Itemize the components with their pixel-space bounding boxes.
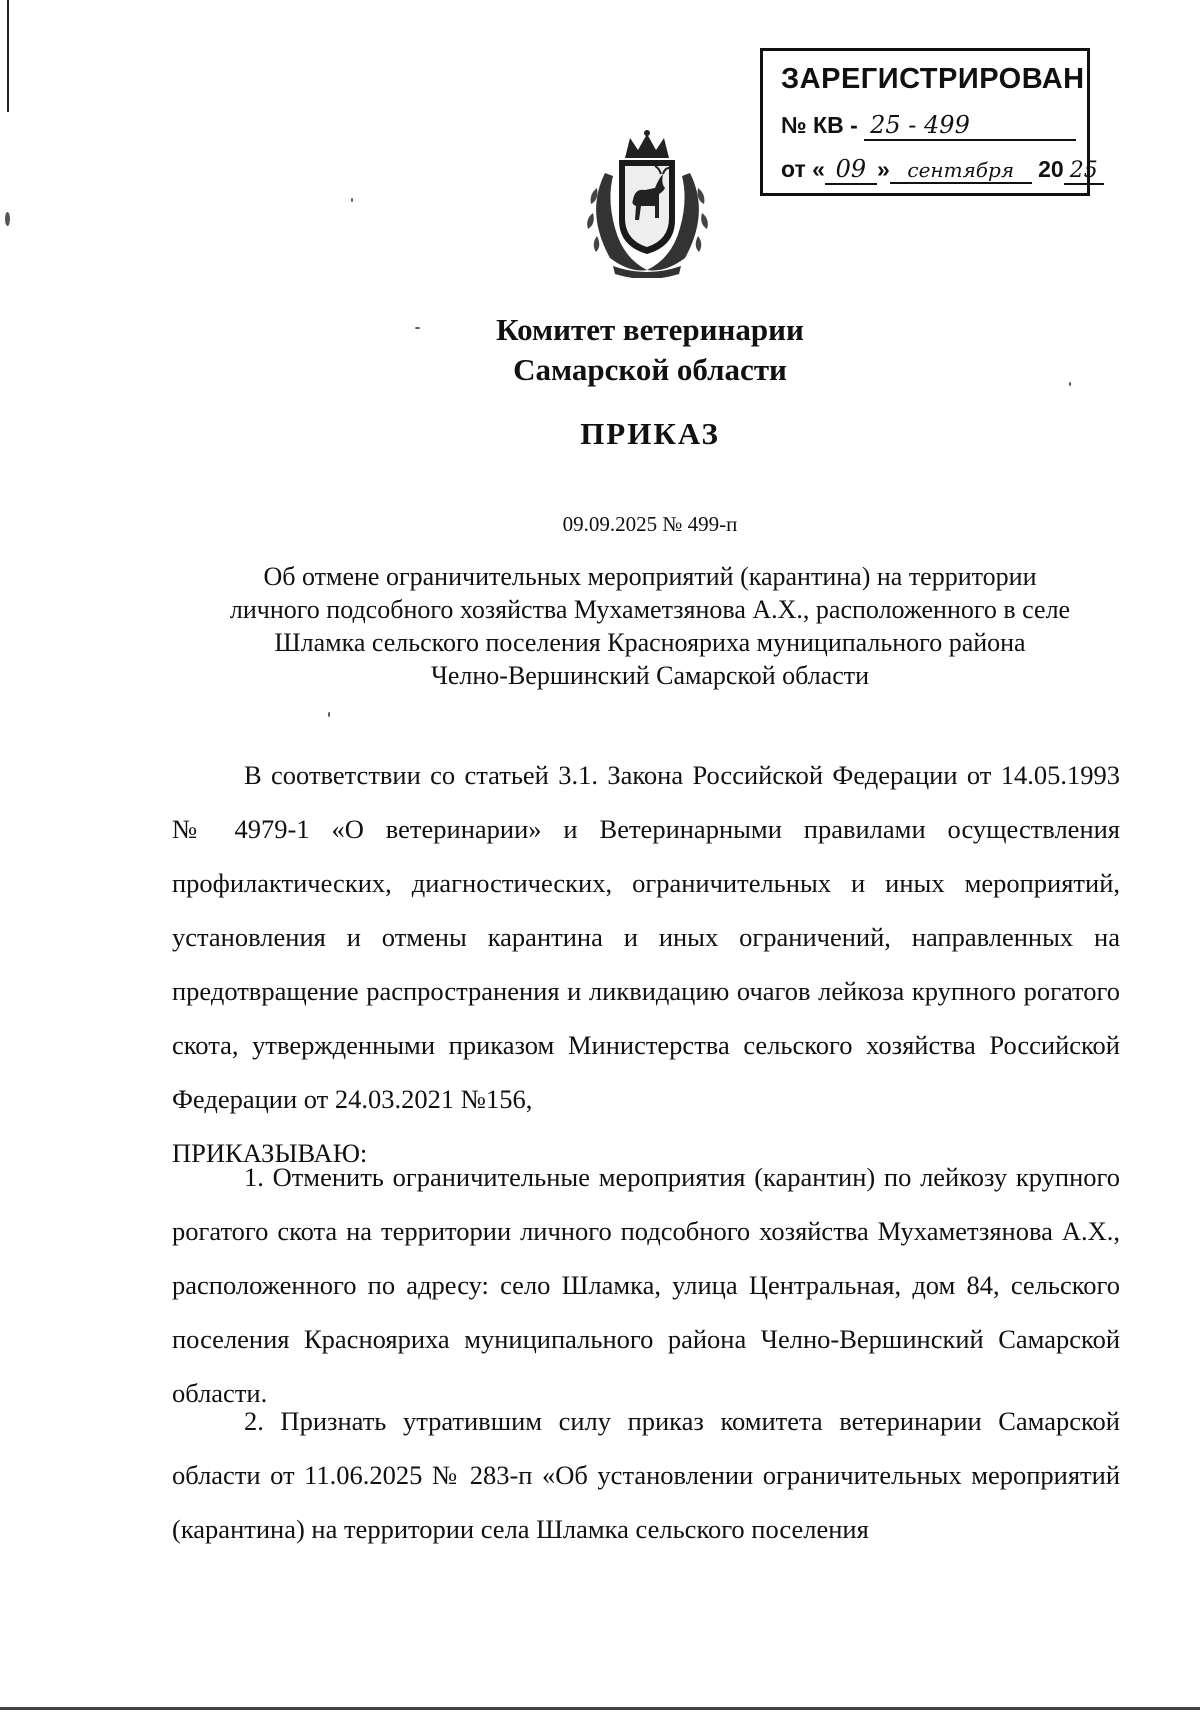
stamp-date-month: сентября bbox=[890, 158, 1032, 184]
stamp-number-label: № КВ - bbox=[781, 112, 858, 138]
scan-speck bbox=[351, 198, 353, 202]
decree-word: ПРИКАЗЫВАЮ: bbox=[172, 1138, 368, 1168]
stamp-title: ЗАРЕГИСТРИРОВАН bbox=[781, 63, 1085, 95]
samara-coat-of-arms-icon bbox=[575, 128, 720, 278]
issuer-line-1: Комитет ветеринарии bbox=[496, 312, 804, 347]
item-2-paragraph: 2. Признать утратившим силу приказ комитета ветеринарии Самарской области от 11.06.2025 № 283-п «Об установлении ограничительных мероприятий (карантина) на территории села Шламка сельского поселения bbox=[172, 1406, 1120, 1544]
subject-line-1: Об отмене ограничительных мероприятий (карантина) на территории bbox=[263, 562, 1037, 591]
issuer-name bbox=[150, 310, 1150, 390]
preamble-block bbox=[172, 748, 1120, 1180]
order-subject bbox=[150, 560, 1150, 692]
stamp-number-value: 25 - 499 bbox=[864, 111, 1076, 141]
stamp-date-day: 09 bbox=[825, 155, 877, 185]
stamp-date-century: 20 bbox=[1038, 156, 1064, 182]
stamp-date-row bbox=[781, 155, 1104, 185]
subject-line-4: Челно-Вершинский Самарской области bbox=[430, 661, 870, 690]
item-1-paragraph: 1. Отменить ограничительные мероприятия (карантин) по лейкозу крупного рогатого скота на территории личного подсобного хозяйства Мухаметзянова А.Х., расположенного по адресу: село Шламка, улица Центральная, дом 84, сельского поселения Краснояриха муниципального района Челно-Вершинский Самарской области. bbox=[172, 1162, 1120, 1408]
subject-line-2: личного подсобного хозяйства Мухаметзянова А.Х., расположенного в селе bbox=[229, 595, 1071, 624]
stamp-date-prefix: от « bbox=[781, 156, 825, 182]
preamble-paragraph: В соответствии со статьей 3.1. Закона Российской Федерации от 14.05.1993 № 4979-1 «О ветеринарии» и Ветеринарными правилами осуществления профилактических, диагностических, ограничительных и иных мероприятий, установления и отмены карантина и иных ограничений, направленных на предотвращение распространения и ликвидацию очагов лейкоза крупного рогатого скота, утвержденными приказом Министерства сельского хозяйства Российской Федерации от 24.03.2021 №156, bbox=[172, 760, 1120, 1114]
stamp-date-mid: » bbox=[876, 156, 890, 182]
scan-speck bbox=[5, 212, 10, 226]
scan-bottom-edge bbox=[0, 1707, 1200, 1710]
document-type: ПРИКАЗ bbox=[580, 416, 720, 451]
subject-line-3: Шламка сельского поселения Краснояриха муниципального района bbox=[274, 628, 1026, 657]
order-number: 09.09.2025 № 499-п bbox=[562, 512, 738, 536]
scan-edge-line bbox=[7, 0, 9, 112]
scan-speck bbox=[328, 712, 330, 717]
issuer-line-2: Самарской области bbox=[513, 352, 787, 387]
stamp-date-year: 25 bbox=[1064, 158, 1104, 185]
registration-stamp bbox=[760, 48, 1098, 196]
stamp-number-row bbox=[781, 111, 1076, 141]
